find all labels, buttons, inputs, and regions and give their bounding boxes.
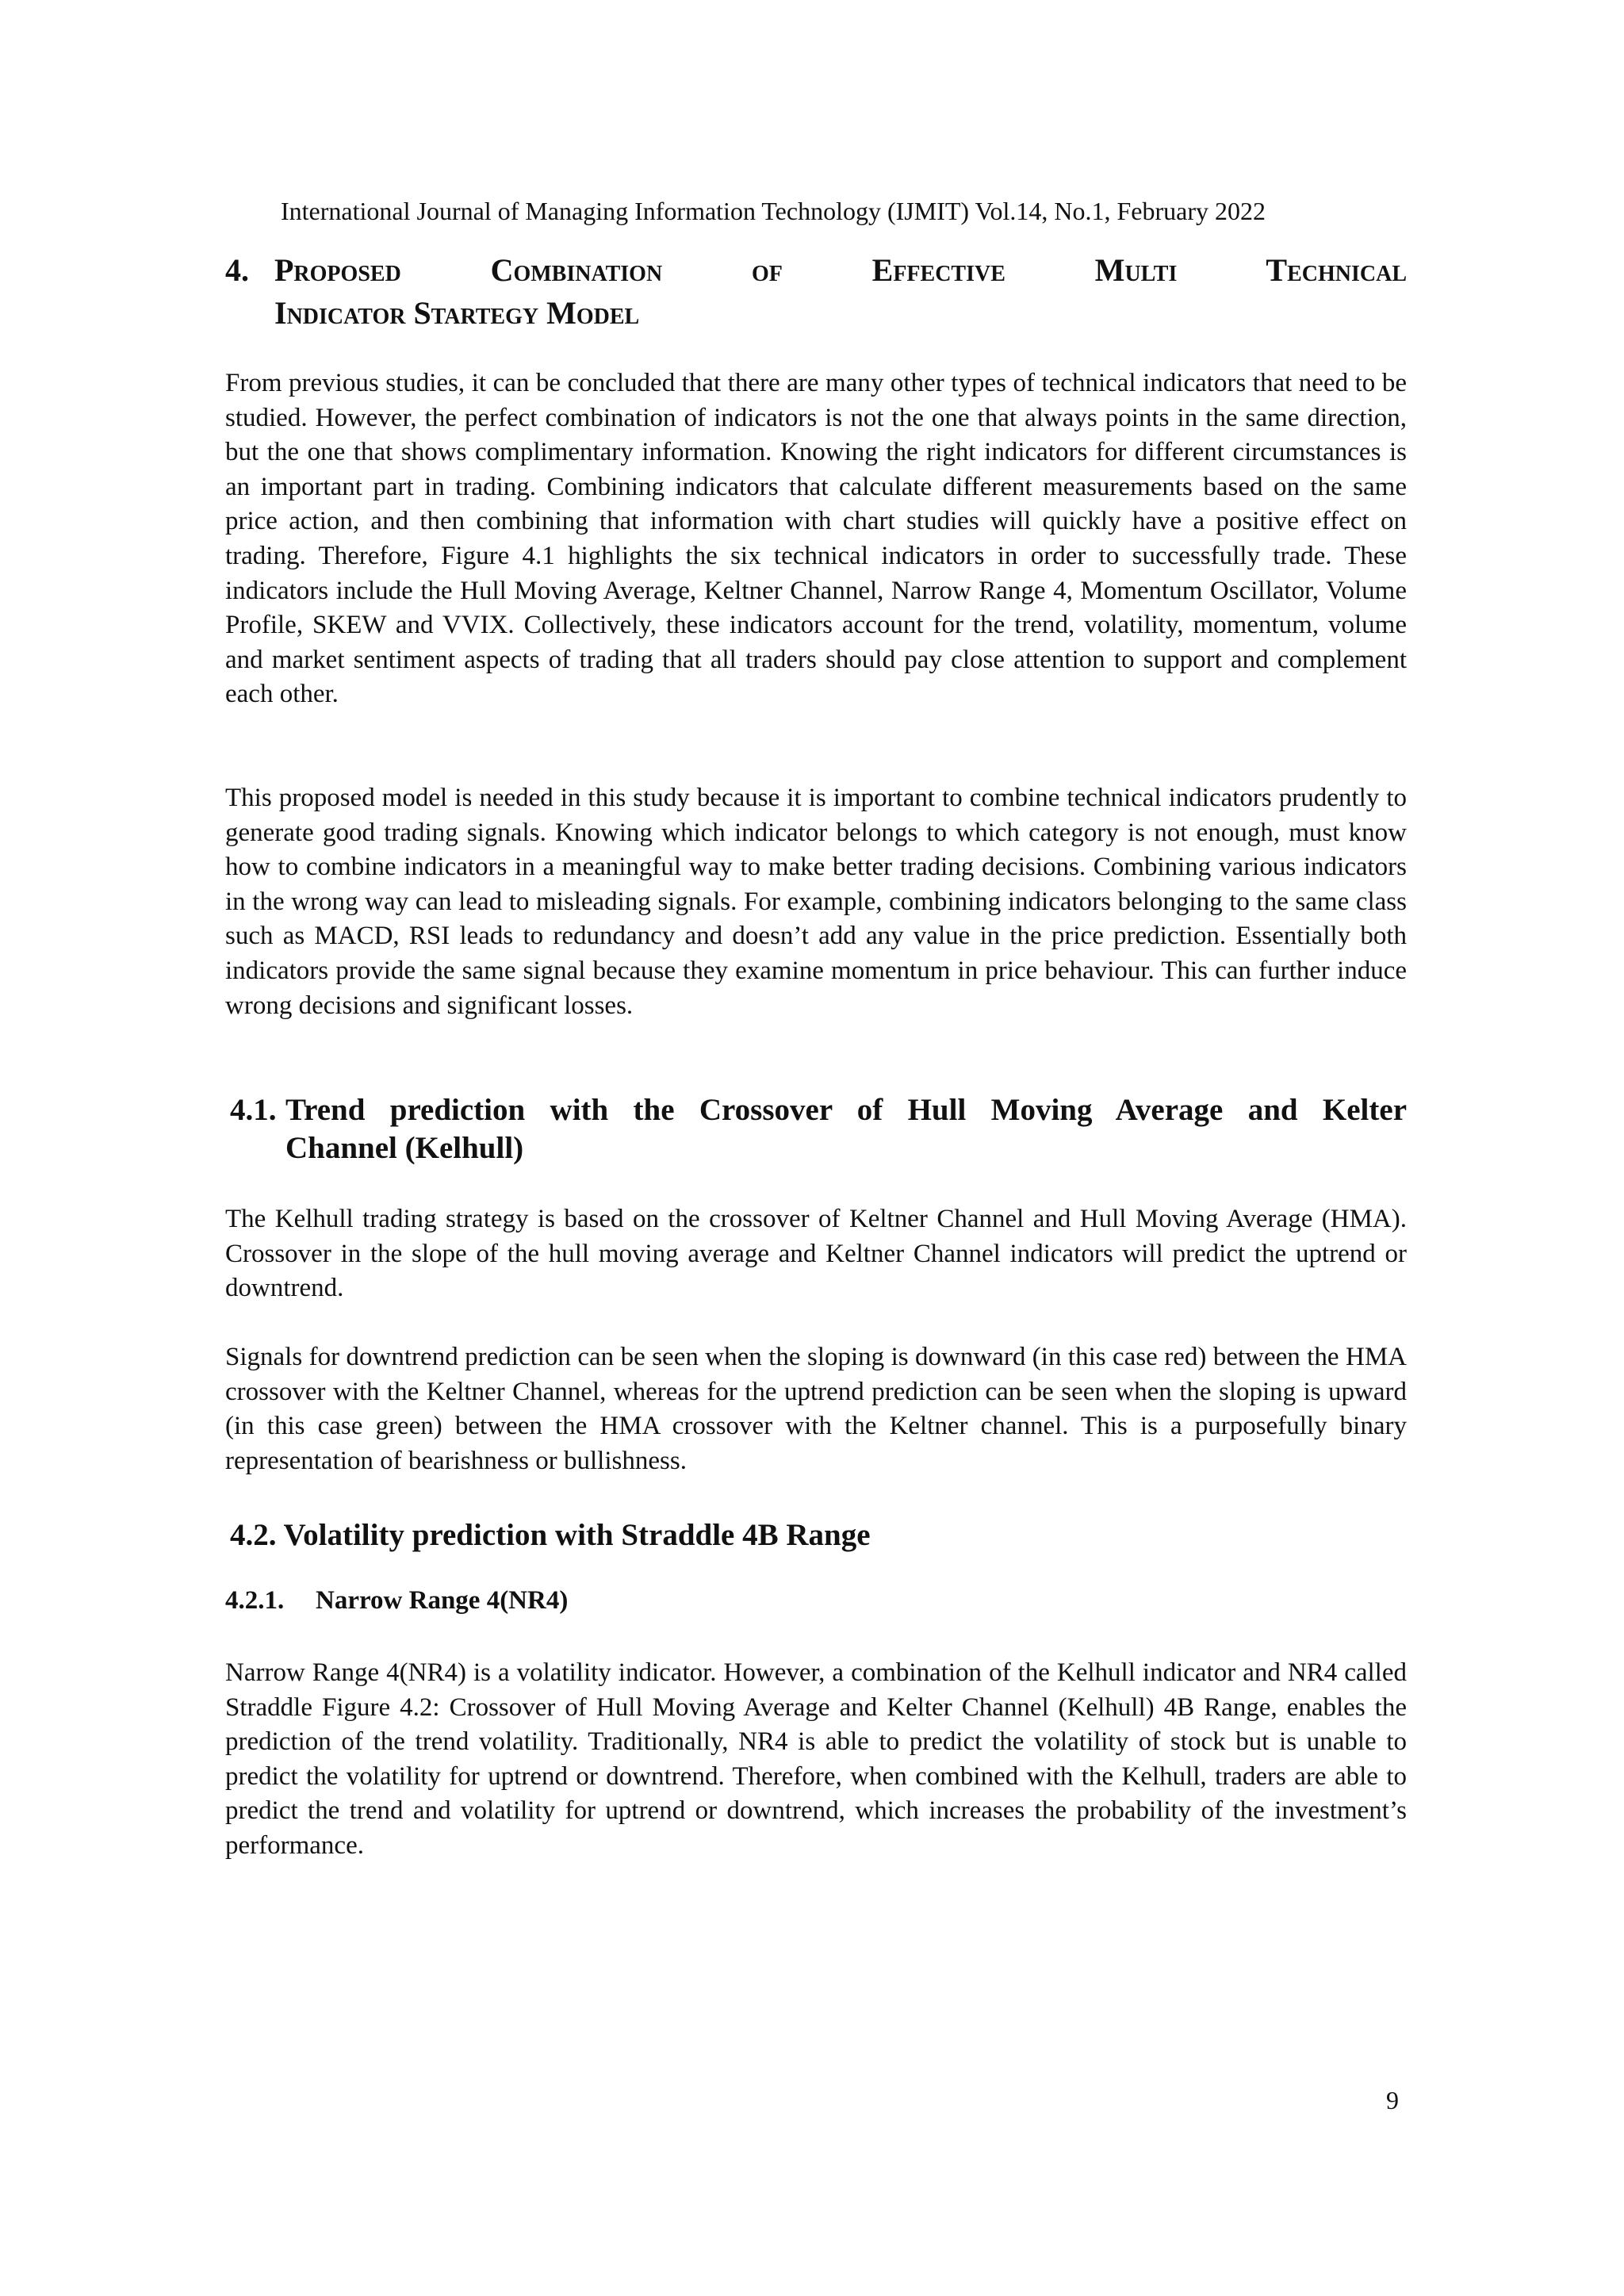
section-4-1-title-line1: Trend prediction with the Crossover of Hull Moving Average and Kelter [285, 1093, 1407, 1127]
section-4-paragraph-1: From previous studies, it can be concluded that there are many other types of technical indicators that need to be studied. However, the perfect combination of indicators is not the one that always points in the same direction, but the one that shows complimentary information. Knowing the right indicators for different circumstances is an important part in trading. Combining indicators that calculate different measurements based on the same price action, and then combining that information with chart studies will quickly have a positive effect on trading. Therefore, Figure 4.1 highlights the six technical indicators in order to successfully trade. These indicators include the Hull Moving Average, Keltner Channel, Narrow Range 4, Momentum Oscillator, Volume Profile, SKEW and VVIX. Collectively, these indicators account for the trend, volatility, momentum, volume and market sentiment aspects of trading that all traders should pay close attention to support and complement each other. [225, 369, 1407, 709]
section-4-2-1-paragraph-1: Narrow Range 4(NR4) is a volatility indicator. However, a combination of the Kelhull indicator and NR4 called Straddle Figure 4.2: Crossover of Hull Moving Average and Kelter Channel (Kelhull) 4B Range, enables the prediction of the trend volatility. Traditionally, NR4 is able to predict the volatility of stock but is unable to predict the volatility for uptrend or downtrend. Therefore, when combined with the Kelhull, traders are able to predict the trend and volatility for uptrend or downtrend, which increases the probability of the investment’s performance. [225, 1658, 1407, 1860]
section-4-1-paragraph-2: Signals for downtrend prediction can be seen when the sloping is downward (in this case red) between the HMA crossover with the Keltner Channel, whereas for the uptrend prediction can be seen when the sloping is upward (in this case green) between the HMA crossover with the Keltner channel. This is a purposefully binary representation of bearishness or bullishness. [225, 1343, 1407, 1475]
section-4-1-title [285, 1091, 1407, 1167]
page-number: 9 [1386, 2086, 1399, 2114]
section-4-2-1-title: Narrow Range 4(NR4) [316, 1586, 569, 1615]
section-4-heading [225, 249, 1407, 335]
section-4-number: 4. [225, 252, 249, 288]
section-4-1-number: 4.1. [230, 1093, 277, 1127]
section-4-paragraph-2: This proposed model is needed in this study because it is important to combine technical indicators prudently to generate good trading signals. Knowing which indicator belongs to which category is not enough, must know how to combine indicators in a meaningful way to make better trading decisions. Combining various indicators in the wrong way can lead to misleading signals. For example, combining indicators belonging to the same class such as MACD, RSI leads to redundancy and doesn’t add any value in the price prediction. Essentially both indicators provide the same signal because they examine momentum in price behaviour. This can further induce wrong decisions and significant losses. [225, 784, 1407, 1020]
section-4-1-heading [230, 1091, 1407, 1167]
section-4-title-line2: Indicator Startegy Model [274, 295, 640, 331]
section-4-1-paragraph-1: The Kelhull trading strategy is based on the crossover of Keltner Channel and Hull Moving Average (HMA). Crossover in the slope of the hull moving average and Keltner Channel indicators will predict the uptrend or downtrend. [225, 1205, 1407, 1303]
section-4-2-1-number: 4.2.1. [225, 1586, 285, 1615]
section-4-1-title-line2: Channel (Kelhull) [285, 1131, 524, 1165]
section-4-title-line1: Proposed Combination of Effective Multi Technical [274, 252, 1407, 288]
running-head: International Journal of Managing Information Technology (IJMIT) Vol.14, No.1, February 2022 [281, 197, 1266, 225]
section-4-title [274, 249, 1407, 335]
section-4-2-heading: 4.2. Volatility prediction with Straddle 4B Range [230, 1518, 871, 1552]
section-4-2-1-heading [225, 1583, 1407, 1618]
